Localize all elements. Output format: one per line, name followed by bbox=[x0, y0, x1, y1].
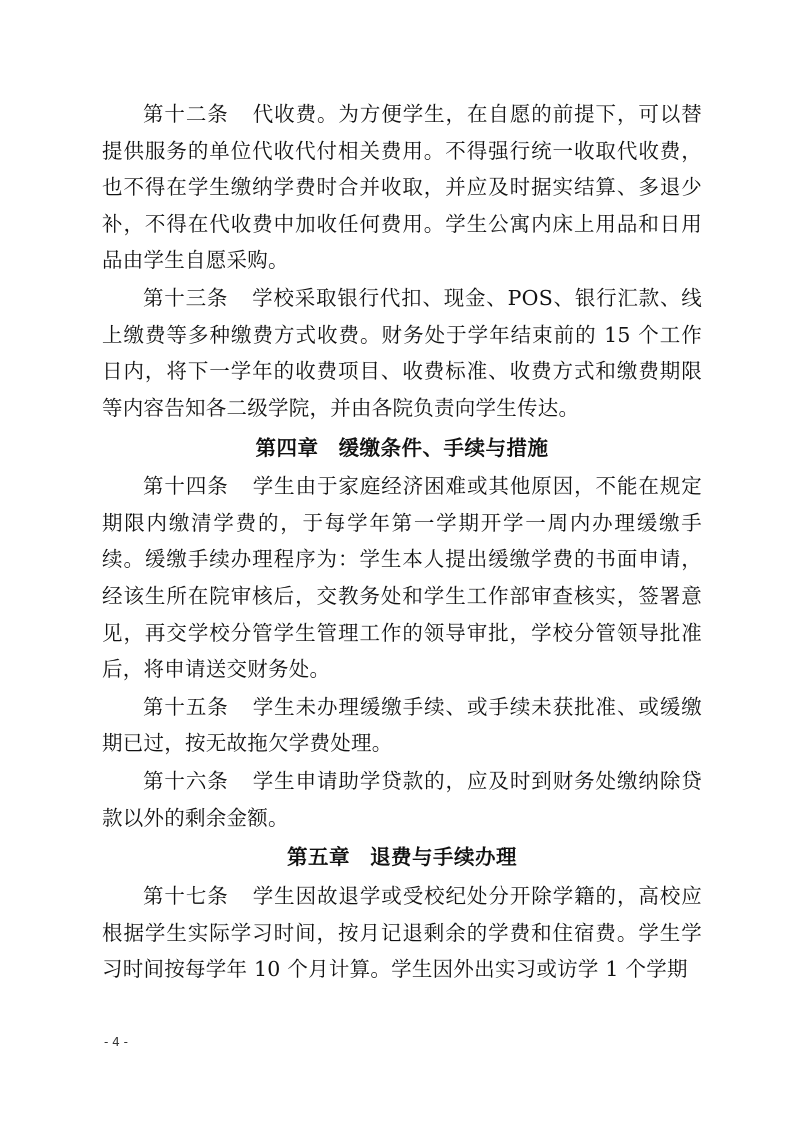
document-body bbox=[102, 96, 702, 989]
article-16 bbox=[102, 763, 702, 836]
article-17 bbox=[102, 878, 702, 988]
chapter-4-heading bbox=[102, 429, 702, 467]
article-text: 学生因故退学或受校纪处分开除学籍的，高校应根据学生实际学习时间，按月记退剩余的学费和住宿费。学生学习时间按每学年 10 个月计算。学生因外出实习或访学 1 个学期 bbox=[102, 884, 703, 982]
article-label: 第十二条 bbox=[143, 102, 229, 126]
article-text: 学生未办理缓缴手续、或手续未获批准、或缓缴期已过，按无故拖欠学费处理。 bbox=[102, 694, 703, 756]
article-text: 学校采取银行代扣、现金、POS、银行汇款、线上缴费等多种缴费方式收费。财务处于学年结束前的 15 个工作日内，将下一学年的收费项目、收费标准、收费方式和缴费期限等内容告知各二级学院，并由各院负责向学生传达。 bbox=[102, 286, 702, 420]
article-label: 第十六条 bbox=[143, 769, 229, 794]
article-13 bbox=[102, 280, 702, 426]
article-15 bbox=[102, 689, 702, 762]
article-14 bbox=[102, 468, 702, 688]
article-text: 学生由于家庭经济困难或其他原因，不能在规定期限内缴清学费的，于每学年第一学期开学一周内办理缓缴手续。缓缴手续办理程序为：学生本人提出缓缴学费的书面申请，经该生所在院审核后，交教务处和学生工作部审查核实，签署意见，再交学校分管学生管理工作的领导审批，学校分管领导批准后，将申请送交财务处。 bbox=[102, 474, 703, 682]
chapter-number: 第五章 bbox=[287, 845, 350, 870]
article-label: 第十七条 bbox=[143, 884, 229, 909]
chapter-number: 第四章 bbox=[255, 435, 319, 460]
article-label: 第十四条 bbox=[143, 474, 229, 499]
chapter-title: 退费与手续办理 bbox=[370, 845, 517, 870]
chapter-title: 缓缴条件、手续与措施 bbox=[338, 435, 549, 460]
article-text: 学生申请助学贷款的，应及时到财务处缴纳除贷款以外的剩余金额。 bbox=[102, 769, 703, 830]
article-12 bbox=[102, 96, 702, 279]
article-label: 第十三条 bbox=[143, 286, 229, 311]
page-number: - 4 - bbox=[104, 1035, 128, 1049]
article-label: 第十五条 bbox=[143, 694, 229, 719]
chapter-5-heading bbox=[102, 838, 702, 876]
article-text: 代收费。为方便学生，在自愿的前提下，可以替提供服务的单位代收代付相关费用。不得强行统一收取代收费，也不得在学生缴纳学费时合并收取，并应及时据实结算、多退少补，不得在代收费中加收任何费用。学生公寓内床上用品和日用品由学生自愿采购。 bbox=[102, 102, 703, 273]
